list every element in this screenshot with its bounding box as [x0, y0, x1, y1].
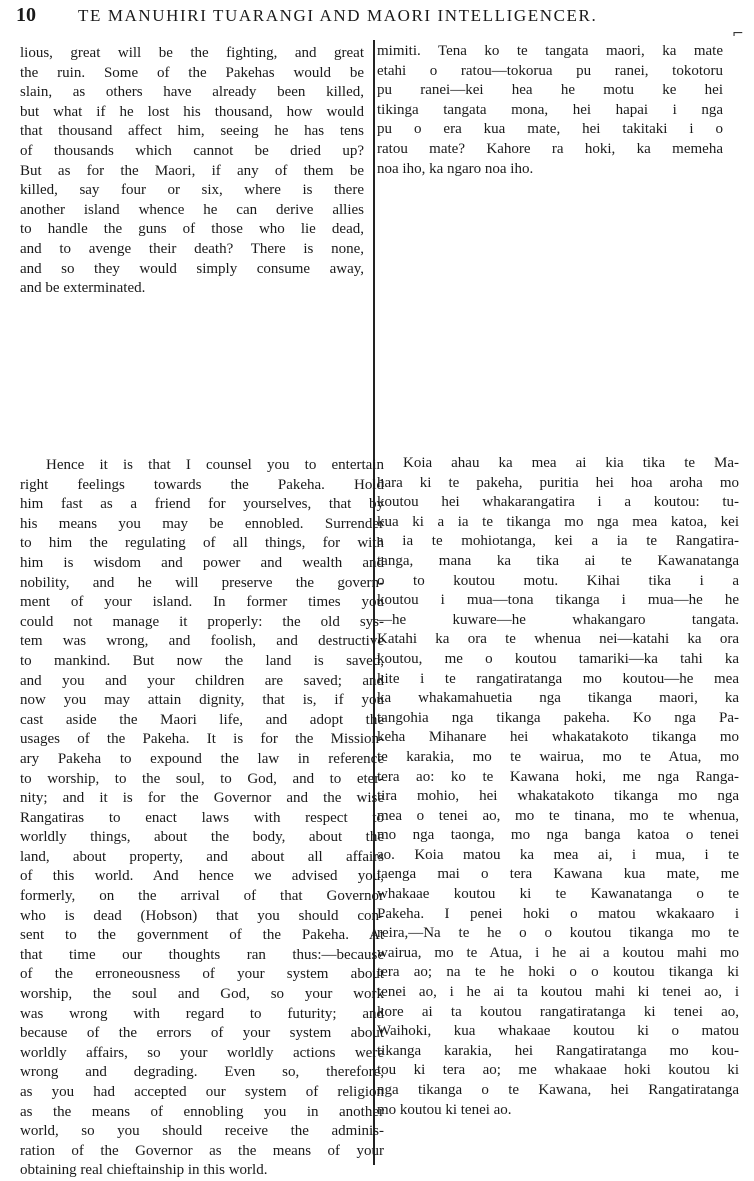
- text-line: now you may attain dignity, that is, if you: [20, 692, 384, 709]
- text-line: a ia te mohiotanga, kei a ia te Rangatira-: [377, 533, 739, 550]
- text-line: koutou, me o koutou tamariki—ka tahi ka: [377, 650, 739, 667]
- text-line: lious, great will be the fighting, and great: [20, 45, 364, 61]
- maori-column-lower: [377, 454, 739, 1120]
- text-line: pu o era kua mate, hei takitaki i o: [377, 121, 723, 138]
- text-line: taenga mai o tera Kawana kua mate, me: [377, 866, 739, 883]
- text-line: formerly, on the arrival of that Governor: [20, 888, 384, 905]
- text-line: tikinga tangata mona, hei hapai i nga: [377, 101, 723, 118]
- text-line: —he kuware—he whakangaro tangata.: [377, 611, 739, 628]
- text-line: tanga, mana ka tika ai te Kawanatanga: [377, 552, 739, 569]
- text-line: him is wisdom and power and wealth and: [20, 554, 384, 571]
- text-line: right feelings towards the Pakeha. Hold: [20, 476, 384, 493]
- text-line: of this world. And hence we advised you,: [20, 868, 384, 885]
- text-line: tenei ao, i he ai ta koutou mahi ki tenei ao, i: [377, 984, 739, 1001]
- text-line: nobility, and he will preserve the govern-: [20, 574, 384, 591]
- text-line: worldly things, about the body, about the: [20, 829, 384, 846]
- text-line: of the erroneousness of your system about: [20, 966, 384, 983]
- text-line: and to avenge their death? There is none,: [20, 240, 364, 257]
- text-line: as the means of ennobling you in another: [20, 1103, 384, 1120]
- text-line: koutou i mua—tona tikanga i mua—he he: [377, 592, 739, 609]
- text-line: land, about property, and about all affairs: [20, 848, 384, 865]
- text-line: Katahi ka ora te whenua nei—katahi ka ora: [377, 631, 739, 648]
- text-line: kore ai ta koutou rangatiratanga ki tenei ao,: [377, 1003, 739, 1020]
- text-line: another island whence he can derive allies: [20, 201, 364, 218]
- text-line: kua ki a ia te tikanga mo nga mea katoa, kei: [377, 513, 739, 530]
- text-line: and you and your children are saved; and: [20, 672, 384, 689]
- text-line: reira,—Na te he o o koutou tikanga mo te: [377, 925, 739, 942]
- text-line: tikanga karakia, hei Rangatiratanga mo kou-: [377, 1042, 739, 1059]
- text-line: and be exterminated.: [20, 280, 146, 297]
- text-line: the ruin. Some of the Pakehas would be: [20, 64, 364, 81]
- text-line: koutou hei whakarangatira i a koutou: tu-: [377, 494, 739, 511]
- text-line: tera ao; na te he hoki o o koutou tikanga ki: [377, 964, 739, 981]
- text-line: pu ranei—kei hea he motu ke hei: [377, 82, 723, 99]
- text-line: to him the regulating of all things, for with: [20, 535, 384, 552]
- text-line: could not manage it properly: the old sys-: [20, 613, 384, 630]
- text-line: tem was wrong, and foolish, and destructive: [20, 633, 384, 650]
- text-line: to mankind. But now the land is saved,: [20, 652, 384, 669]
- maori-column-upper: [377, 42, 723, 179]
- text-line: etahi o ratou—tokorua pu ranei, tokotoru: [377, 62, 723, 79]
- text-line: wrong and degrading. Even so, therefore,: [20, 1064, 384, 1081]
- text-line: that time our thoughts ran thus:—because: [20, 946, 384, 963]
- text-line: killed, say four or six, where is there: [20, 182, 364, 199]
- text-line: ment of your island. In former times you: [20, 594, 384, 611]
- text-line: as you had accepted our system of religion: [20, 1084, 384, 1100]
- text-line: mimiti. Tena ko te tangata maori, ka mate: [377, 43, 723, 59]
- english-column-lower: [20, 456, 384, 1181]
- text-line: mo nga taonga, mo nga banga katoa o tenei: [377, 827, 739, 844]
- text-line: nity; and it is for the Governor and the wise: [20, 790, 384, 807]
- text-line: noa iho, ka ngaro noa iho.: [377, 160, 534, 177]
- text-line: mo koutou ki tenei ao.: [377, 1101, 512, 1118]
- text-line: ao. Koia matou ka mea ai, i mua, i te: [377, 846, 739, 863]
- text-line: worldly affairs, so your worldly actions were: [20, 1044, 384, 1061]
- text-line: worship, the soul and God, so your work: [20, 986, 384, 1003]
- text-line: ka whakamahuetia nga tikanga maori, ka: [377, 690, 739, 707]
- text-line: tangohia nga tikanga pakeha. Ko nga Pa-: [377, 709, 739, 726]
- text-line: him fast as a friend for yourselves, that by: [20, 496, 384, 513]
- text-line: cast aside the Maori life, and adopt the: [20, 711, 384, 728]
- page-title: TE MANUHIRI TUARANGI AND MAORI INTELLIGENCER.: [78, 6, 598, 25]
- text-line: But as for the Maori, if any of them be: [20, 162, 364, 179]
- text-line: whakaae koutou ki te Kawanatanga o te: [377, 886, 739, 903]
- text-line: of thousands which cannot be dried up?: [20, 142, 364, 159]
- text-line: his means you may be ennobled. Surrender: [20, 515, 384, 532]
- text-line: tou ki tera ao; me whakaae hoki koutou ki: [377, 1062, 739, 1079]
- text-line: ration of the Governor as the means of your: [20, 1142, 384, 1159]
- text-line: o to koutou motu. Kihai tika i a: [377, 572, 739, 589]
- text-line: Koia ahau ka mea ai kia tika te Ma-: [403, 455, 739, 471]
- page-header: [16, 4, 736, 30]
- text-line: to worship, to the soul, to God, and to eter-: [20, 770, 384, 787]
- text-line: sent to the government of the Pakeha. At: [20, 927, 384, 944]
- text-line: because of the errors of your system about: [20, 1025, 384, 1042]
- text-line: tira mohio, hei whakatakoto tikanga mo nga: [377, 788, 739, 805]
- text-line: who is dead (Hobson) that you should con-: [20, 907, 384, 924]
- text-line: usages of the Pakeha. It is for the Mission-: [20, 731, 384, 748]
- page-number: 10: [16, 4, 36, 26]
- text-line: Hence it is that I counsel you to entertain: [46, 457, 384, 473]
- text-line: hara ki te pakeha, puritia hei hoa aroha mo: [377, 474, 739, 491]
- text-line: ratou mate? Kahore ra hoki, ka memeha: [377, 140, 723, 157]
- margin-mark: ⌐: [732, 26, 744, 42]
- text-line: slain, as others have already been killed,: [20, 84, 364, 101]
- text-line: te karakia, mo te wairua, mo te Atua, mo: [377, 748, 739, 765]
- text-line: wairua, mo te Atua, i he ai a koutou mahi mo: [377, 944, 739, 961]
- english-column-upper: [20, 44, 364, 299]
- text-line: Pakeha. I penei hoki o matou wkakaaro i: [377, 905, 739, 922]
- text-line: and so they would simply consume away,: [20, 260, 364, 277]
- text-line: nga tikanga o te Kawana, hei Rangatiratanga: [377, 1082, 739, 1098]
- text-line: tera ao: ko te Kawana hoki, me nga Ranga-: [377, 768, 739, 785]
- text-line: keha Mihanare hei whakatakoto tikanga mo: [377, 729, 739, 746]
- text-line: but what if he lost his thousand, how would: [20, 103, 364, 120]
- text-line: mea o tenei ao, mo te tinana, mo te whenua,: [377, 807, 739, 824]
- text-line: kite i te rangatiratanga mo koutou—he mea: [377, 670, 739, 687]
- text-line: obtaining real chieftainship in this world.: [20, 1162, 268, 1179]
- text-line: world, so you should receive the adminis-: [20, 1123, 384, 1140]
- text-line: ary Pakeha to expound the law in reference: [20, 750, 384, 767]
- text-line: that thousand affect him, seeing he has tens: [20, 123, 364, 140]
- text-line: Waihoki, kua whakaae koutou ki o matou: [377, 1023, 739, 1040]
- text-line: was wrong with regard to futurity; and: [20, 1005, 384, 1022]
- text-line: Rangatiras to enact laws with respect to: [20, 809, 384, 826]
- text-line: to handle the guns of those who lie dead,: [20, 221, 364, 238]
